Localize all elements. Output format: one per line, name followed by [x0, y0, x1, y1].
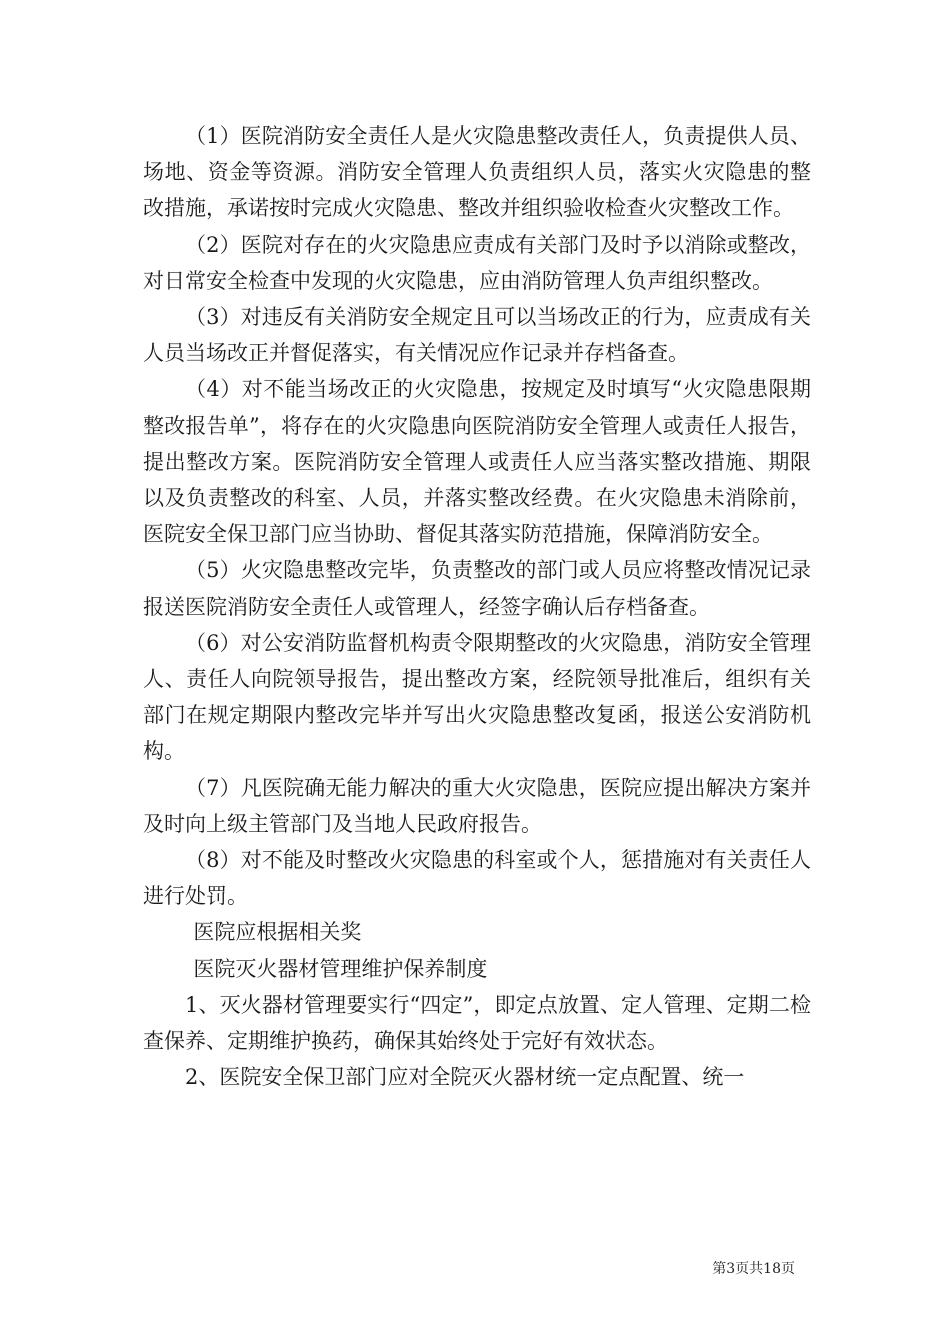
paragraph-8: （8）对不能及时整改火灾隐患的科室或个人，惩措施对有关责任人进行处罚。 — [143, 848, 811, 909]
paragraph-6: （6）对公安消防监督机构责令限期整改的火灾隐患，消防安全管理人、责任人向院领导报告，提出整改方案，经院领导批准后，组织有关部门在规定期限内整改完毕并写出火灾隐患整改复函，报送公安消防机构。 — [143, 630, 811, 764]
section-heading: 医院灭火器材管理维护保养制度 — [193, 956, 488, 981]
paragraph-1: （1）医院消防安全责任人是火灾隐患整改责任人，负责提供人员、场地、资金等资源。消防安全管理人负责组织人员，落实火灾隐患的整改措施，承诺按时完成火灾隐患、整改并组织验收检查火灾整改工作。 — [143, 124, 811, 221]
paragraph-12: 2、医院安全保卫部门应对全院灭火器材统一定点配置、统一 — [185, 1065, 745, 1090]
document-body — [143, 118, 811, 1095]
paragraph-2: （2）医院对存在的火灾隐患应责成有关部门及时予以消除或整改，对日常安全检查中发现的火灾隐患，应由消防管理人负声组织整改。 — [143, 232, 811, 293]
paragraph-3: （3）对违反有关消防安全规定且可以当场改正的行为，应责成有关人员当场改正并督促落实，有关情况应作记录并存档备查。 — [143, 305, 811, 366]
paragraph-4: （4）对不能当场改正的火灾隐患，按规定及时填写“火灾隐患限期整改报告单”，将存在的火灾隐患向医院消防安全管理人或责任人报告，提出整改方案。医院消防安全管理人或责任人应当落实整改措施、期限以及负责整改的科室、人员，并落实整改经费。在火灾隐患未消除前，医院安全保卫部门应当协助、督促其落实防范措施，保障消防安全。 — [143, 377, 811, 547]
paragraph-9: 医院应根据相关奖 — [193, 920, 362, 945]
page-number-label: 第3页共18页 — [712, 1261, 795, 1277]
paragraph-5: （5）火灾隐患整改完毕，负责整改的部门或人员应将整改情况记录报送医院消防安全责任人或管理人，经签字确认后存档备查。 — [143, 558, 811, 619]
paragraph-7: （7）凡医院确无能力解决的重大火灾隐患，医院应提出解决方案并及时向上级主管部门及当地人民政府报告。 — [143, 775, 811, 836]
paragraph-11: 1、灭火器材管理要实行“四定”，即定点放置、定人管理、定期二检查保养、定期维护换药，确保其始终处于完好有效状态。 — [143, 992, 811, 1054]
page-number-footer — [712, 1258, 795, 1278]
